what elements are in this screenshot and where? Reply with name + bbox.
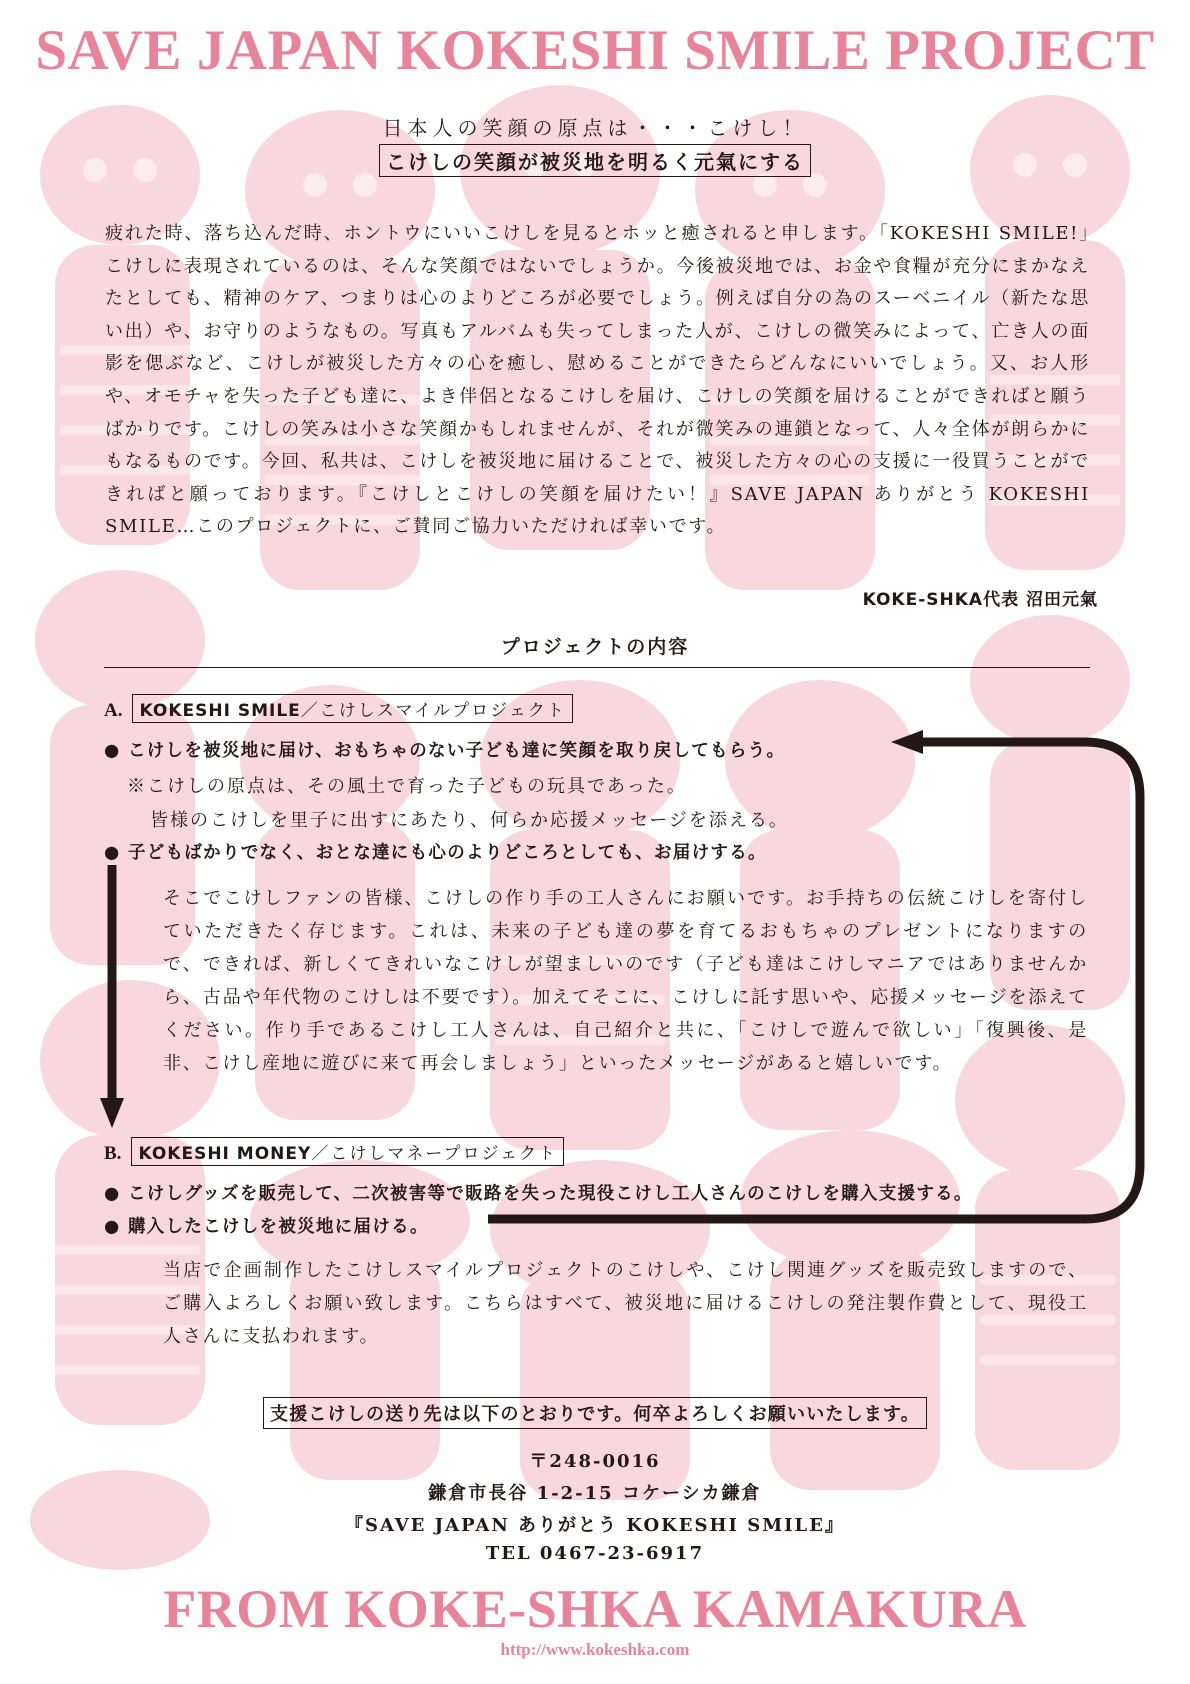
intro-paragraph: 疲れた時、落ち込んだ時、ホントウにいいこけしを見るとホッと癒されると申します。「KOKESHI SMILE!」こけしに表現されているのは、そんな笑顔ではないでしょうか。今後被災地では、お金や食糧が充分にまかなえたとしても、精神のケア、つまりは心のよりどころが必要でしょう。例えば自分の為のスーベニイル（新たな思い出）や、お守りのようなもの。写真もアルバムも失ってしまった人が、こけしの微笑みによって、亡き人の面影を偲ぶなど、こけしが被災した方々の心を癒し、慰めることができたらどんなにいいでしょう。又、お人形や、オモチャを失った子ども達に、よき伴侶となるこけしを届け、こけしの笑顔を届けることができればと願うばかりです。こけしの笑みは小さな笑顔かもしれませんが、それが微笑みの連鎖となって、人々全体が朗らかにもなるものです。今回、私共は、こけしを被災地に届けることで、被災した方々の心の支援に一役買うことができればと願っております。『こけしとこけしの笑顔を届けたい！』SAVE JAPAN ありがとう KOKESHI SMILE…このプロジェクトに、ご賛同ご協力いただければ幸いです。: [105, 223, 1090, 538]
section-a-bullet-1: ● こけしを被災地に届け、おもちゃのない子ども達に笑顔を取り戻してもらう。: [104, 741, 786, 761]
section-b-bullet-2: ● 購入したこけしを被災地に届ける。: [104, 1217, 429, 1237]
section-b-heading: [104, 1137, 564, 1166]
section-a-bullet-2: ● 子どもばかりでなく、おとな達にも心のよりどころとしても、お届けする。: [104, 843, 767, 863]
website-link[interactable]: http://www.kokeshka.com: [500, 1640, 690, 1659]
signature: KOKE-SHKA代表 沼田元氣: [862, 590, 1098, 610]
telephone: TEL 0467-23-6917: [485, 1543, 705, 1564]
project-title: SAVE JAPAN KOKESHI SMILE PROJECT: [35, 19, 1155, 82]
divider: [104, 667, 1090, 668]
subtitle: 日本人の笑顔の原点は・・・こけし！: [382, 116, 808, 140]
footer-title: FROM KOKE-SHKA KAMAKURA: [163, 1579, 1027, 1639]
section-b-name-jp: ／こけしマネープロジェクト: [311, 1144, 558, 1164]
tagline-box: こけしの笑顔が被災地を明るく元氣にする: [379, 144, 811, 177]
shipping-label-box: 支援こけしの送り先は以下のとおりです。何卒よろしくお願いいたします。: [263, 1397, 927, 1429]
section-b-paragraph: 当店で企画制作したこけしスマイルプロジェクトのこけしや、こけし関連グッズを販売致しますので、ご購入よろしくお願い致します。こちらはすべて、被災地に届けるこけしの発注製作費として、現役工人さんに支払われます。: [163, 1260, 1088, 1347]
section-b-name-en: KOKESHI MONEY: [138, 1144, 312, 1164]
section-a-name-en: KOKESHI SMILE: [139, 701, 301, 721]
postal-code: 〒248-0016: [529, 1451, 661, 1472]
address: 鎌倉市長谷 1-2-15 コケーシカ鎌倉: [428, 1483, 762, 1504]
section-heading: プロジェクトの内容: [500, 636, 690, 658]
section-a-note-2: 皆様のこけしを里子に出すにあたり、何らか応援メッセージを添える。: [150, 810, 789, 831]
section-b-letter: B.: [104, 1143, 122, 1164]
section-a-note-1: ※こけしの原点は、その風土で育った子どもの玩具であった。: [127, 776, 687, 797]
section-a-letter: A.: [104, 700, 123, 721]
section-a-heading: [104, 694, 573, 723]
project-name: 『SAVE JAPAN ありがとう KOKESHI SMILE』: [345, 1515, 845, 1536]
section-a-name-jp: ／こけしスマイルプロジェクト: [300, 701, 566, 721]
section-a-paragraph: そこでこけしファンの皆様、こけしの作り手の工人さんにお願いです。お手持ちの伝統こけしを寄付していただきたく存じます。これは、未来の子ども達の夢を育てるおもちゃのプレゼントになりますので、できれば、新しくてきれいなこけしが望ましいのです（子ども達はこけしマニアではありませんから、古品や年代物のこけしは不要です）。加えてそこに、こけしに託す思いや、応援メッセージを添えてください。作り手であるこけし工人さんは、自己紹介と共に、「こけしで遊んで欲しい」「復興後、是非、こけし産地に遊びに来て再会しましょう」といったメッセージがあると嬉しいです。: [163, 888, 1088, 1074]
section-b-bullet-1: ● こけしグッズを販売して、二次被害等で販路を失った現役こけし工人さんのこけしを購入支援する。: [104, 1184, 973, 1204]
